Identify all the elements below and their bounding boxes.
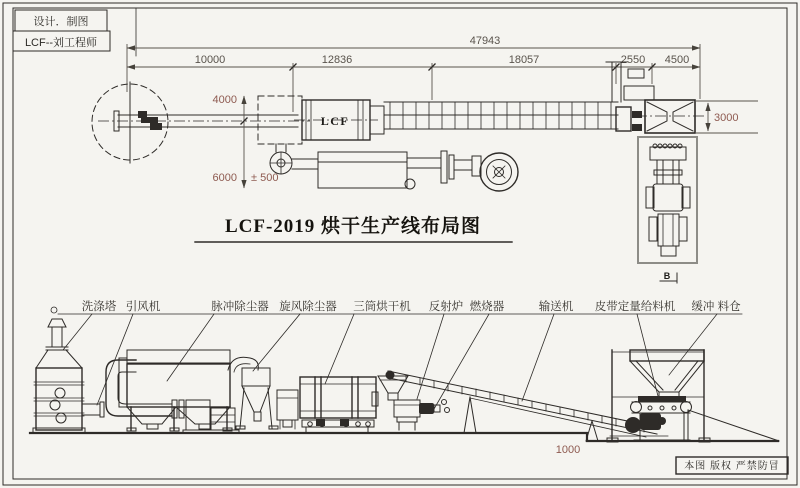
dim-height-lower: 6000	[212, 172, 237, 184]
drum-label: LCF	[320, 114, 350, 128]
dim-segment-1: 10000	[194, 54, 226, 66]
reflection-furnace	[394, 400, 420, 430]
label-belt-feeder: 皮带定量给料机	[594, 301, 676, 313]
feed-funnel	[378, 376, 408, 400]
label-triple-drum-dryer: 三筒烘干机	[353, 301, 411, 313]
label-cyclone-dust-collector: 旋风除尘器	[279, 301, 337, 313]
equipment-labels	[58, 299, 742, 409]
head-structure-plan	[606, 62, 654, 131]
label-burner: 燃烧器	[469, 301, 505, 313]
wheel-loader-plan	[646, 144, 690, 256]
drawing-title: LCF-2019 烘干生产线布局图	[224, 216, 482, 237]
label-conveyor: 输送机	[538, 301, 574, 313]
footer-notice	[676, 457, 788, 474]
section-marker	[660, 271, 677, 283]
dim-segment-2: 12836	[321, 54, 353, 66]
receiving-hopper-plan	[636, 100, 704, 133]
washing-tower	[33, 307, 104, 433]
induced-draft-fan	[106, 360, 239, 433]
burner	[419, 400, 450, 415]
dim-height-upper: 4000	[212, 94, 237, 106]
dim-hopper-height: 3000	[714, 112, 739, 124]
design-credit-label: 设计．制图	[33, 16, 89, 28]
dust-collector-plan	[318, 151, 481, 189]
label-pulse-dust-collector: 脉冲除尘器	[211, 301, 269, 313]
dim-total-length: 47943	[469, 35, 501, 47]
hopper-dimension	[696, 101, 758, 133]
label-buffer-silo: 缓冲 料仓	[691, 301, 741, 313]
plan-view	[92, 62, 758, 283]
fan-plan	[480, 153, 518, 191]
dim-segment-5: 4500	[664, 54, 690, 66]
label-induced-fan: 引风机	[125, 301, 161, 313]
label-washing-tower: 洗涤塔	[81, 301, 117, 313]
dryer-drum-plan	[294, 100, 384, 140]
pulse-dust-collector	[119, 350, 232, 431]
dryer-discharge-hood	[277, 390, 298, 429]
dim-tolerance: ± 500	[251, 172, 279, 184]
label-reflection-furnace: 反射炉	[428, 301, 464, 313]
dim-pit-depth: 1000	[555, 444, 581, 456]
section-marker-label: B	[663, 271, 671, 281]
copyright-notice: 本图 版权 严禁防冒	[684, 461, 780, 472]
dim-segment-3: 18057	[508, 54, 540, 66]
dim-segment-4: 2550	[620, 54, 646, 66]
loader-bay	[638, 137, 697, 263]
height-dimensions	[213, 94, 279, 188]
conveyor-plan	[384, 102, 618, 129]
triple-drum-dryer	[300, 377, 378, 433]
elevation-view	[30, 307, 779, 456]
leader-lines	[63, 314, 717, 409]
drawing-title-block	[195, 214, 512, 242]
earth-ramp	[688, 410, 779, 441]
title-block	[13, 8, 136, 56]
engineer-name: LCF--刘工程师	[24, 37, 98, 49]
